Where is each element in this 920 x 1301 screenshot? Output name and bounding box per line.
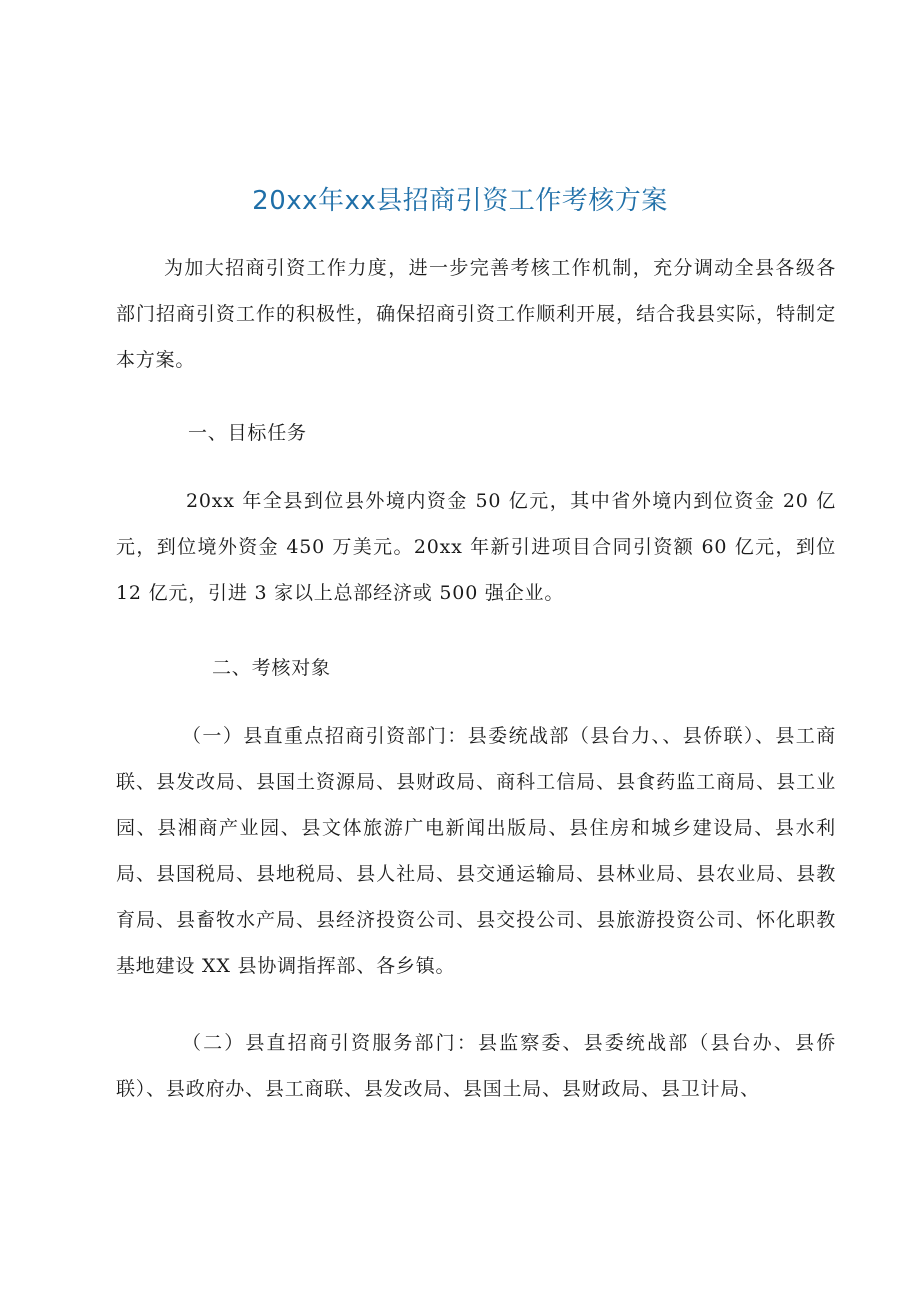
targets-item-service-departments: （二）县直招商引资服务部门：县监察委、县委统战部（县台办、县侨联）、县政府办、县工商联、县发改局、县国土局、县财政局、县卫计局、 (116, 1032, 836, 1100)
section-heading-targets: 二、考核对象 (212, 657, 331, 679)
intro-paragraph: 为加大招商引资工作力度，进一步完善考核工作机制，充分调动全县各级各部门招商引资工作的积极性，确保招商引资工作顺利开展，结合我县实际，特制定本方案。 (116, 257, 836, 371)
goals-paragraph: 20xx 年全县到位县外境内资金 50 亿元，其中省外境内到位资金 20 亿元，到位境外资金 450 万美元。20xx 年新引进项目合同引资额 60 亿元，到位 12 亿元，引进 3 家以上总部经济或 500 强企业。 (116, 490, 836, 604)
document-title: 20xx年xx县招商引资工作考核方案 (252, 186, 668, 216)
targets-item-key-departments: （一）县直重点招商引资部门：县委统战部（县台力、、县侨联）、县工商联、县发改局、县国土资源局、县财政局、商科工信局、县食药监工商局、县工业园、县湘商产业园、县文体旅游广电新闻出版局、县住房和城乡建设局、县水利局、县国税局、县地税局、县人社局、县交通运输局、县林业局、县农业局、县教育局、县畜牧水产局、县经济投资公司、县交投公司、县旅游投资公司、怀化职教基地建设 XX 县协调指挥部、各乡镇。 (116, 725, 836, 977)
section-heading-goals: 一、目标任务 (188, 422, 307, 444)
